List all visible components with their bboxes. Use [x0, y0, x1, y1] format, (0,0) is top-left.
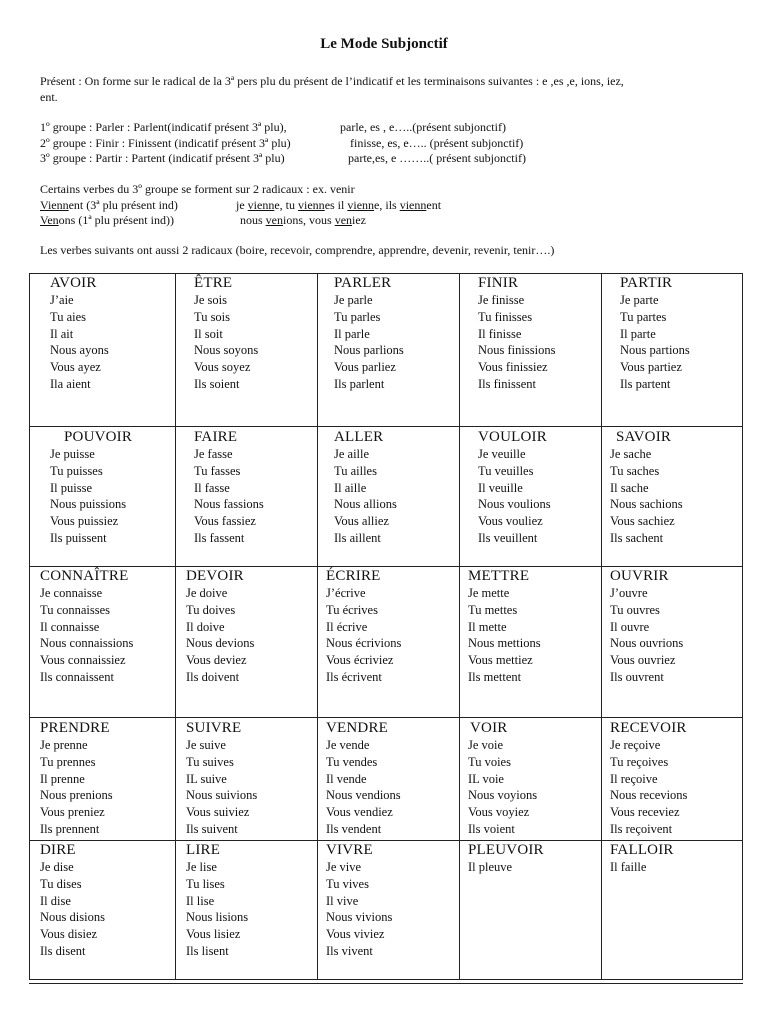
example-text: je	[236, 197, 248, 212]
viennent-label: ent (3ª plu présent ind)	[68, 197, 178, 212]
conjugated-form: Tu connaisses	[40, 602, 111, 617]
conjugated-form: J’aie	[50, 293, 74, 307]
verb-cell	[30, 720, 176, 838]
conjugated-form: Vous vendiez	[326, 805, 393, 820]
conjugated-form: Nous lisions	[186, 910, 249, 925]
conjugated-form: Vous mettiez	[468, 653, 533, 668]
conjugated-form: Tu reçoives	[610, 754, 669, 769]
example-text: iez	[352, 213, 367, 227]
conjugated-form: Il finisse	[478, 326, 522, 341]
conjugated-form: Ila aient	[50, 376, 91, 391]
conjugated-form: Vous alliez	[334, 514, 389, 529]
conjugated-form: Nous soyons	[194, 343, 259, 358]
conjugated-form: Ils veuillent	[478, 530, 538, 545]
conjugated-form: Ils disent	[40, 943, 86, 958]
conjugated-form: Je prenne	[40, 738, 88, 752]
conjugated-form: Il connaisse	[40, 619, 100, 634]
conjugated-form: Il reçoive	[610, 771, 658, 786]
conjugated-form: Nous recevions	[610, 788, 688, 803]
group-2-rule	[40, 136, 740, 152]
intro-groups	[40, 120, 740, 167]
conjugated-form: Je voie	[468, 738, 504, 752]
verb-heading: LIRE	[186, 842, 221, 858]
conjugated-form: Je vende	[326, 738, 370, 752]
conjugated-form: Ils vivent	[326, 943, 373, 958]
group-1-text: 1º groupe : Parler : Parlent(indicatif présent 3ª plu),	[40, 120, 287, 134]
verb-heading: VENDRE	[326, 720, 389, 736]
conjugated-form: Tu vives	[326, 876, 369, 891]
verb-heading: DIRE	[40, 842, 76, 858]
conjugation-list	[602, 859, 744, 876]
conjugated-form: Il écrive	[326, 619, 368, 634]
verb-cell	[30, 429, 176, 547]
radical-underline: Vienn	[40, 197, 69, 212]
conjugated-form: Je suive	[186, 738, 226, 752]
conjugated-form: Nous disions	[40, 910, 105, 925]
conjugated-form: Ils doivent	[186, 669, 240, 684]
verb-cell	[318, 568, 460, 686]
conjugated-form: Tu ailles	[334, 463, 377, 478]
verb-heading: FINIR	[478, 275, 519, 291]
conjugated-form: Je veuille	[478, 447, 526, 461]
conjugated-form: Vous écriviez	[326, 653, 394, 668]
conjugated-form: Tu partes	[620, 309, 667, 324]
intro-present	[40, 74, 740, 105]
conjugated-form: Tu puisses	[50, 463, 103, 478]
table-row-divider	[30, 566, 742, 567]
intro-two-radicals	[40, 182, 740, 229]
conjugated-form: Il aille	[334, 480, 367, 495]
conjugation-list	[460, 585, 602, 686]
conjugated-form: Tu voies	[468, 754, 511, 769]
conjugated-form: Vous vouliez	[478, 514, 543, 529]
conjugation-list	[460, 737, 602, 838]
conjugated-form: Vous disiez	[40, 927, 98, 942]
conjugated-form: Il mette	[468, 619, 507, 634]
conjugation-list	[176, 585, 318, 686]
conjugated-form: Ils suivent	[186, 821, 238, 836]
conjugation-table	[29, 273, 743, 980]
verb-cell	[460, 429, 602, 547]
table-row-divider	[30, 840, 742, 841]
group-1-example: parle, es , e…..(présent subjonctif)	[340, 120, 506, 134]
conjugated-form: Tu mettes	[468, 602, 518, 617]
conjugated-form: J’écrive	[326, 586, 366, 600]
conjugated-form: IL suive	[186, 771, 227, 786]
conjugated-form: Tu parles	[334, 309, 381, 324]
conjugated-form: Il vende	[326, 771, 367, 786]
conjugated-form: Je finisse	[478, 293, 525, 307]
conjugated-form: Je parte	[620, 293, 659, 307]
table-bottom-rule	[29, 983, 743, 984]
group-3-rule	[40, 151, 740, 167]
verb-cell	[176, 275, 318, 393]
two-radicals-text: Certains verbes du 3º groupe se forment sur 2 radicaux : ex. venir	[40, 182, 355, 196]
conjugation-list	[176, 292, 318, 393]
verb-heading: SAVOIR	[616, 429, 672, 445]
verb-cell	[176, 568, 318, 686]
radical-underline: ven	[265, 213, 283, 227]
conjugated-form: Vous parliez	[334, 360, 396, 375]
conjugation-list	[30, 859, 176, 960]
conjugation-list	[176, 859, 318, 960]
example-text: nous	[240, 213, 266, 227]
example-text: ent	[426, 197, 442, 212]
conjugated-form: Tu dises	[40, 876, 82, 891]
conjugated-form: Nous devions	[186, 636, 255, 651]
conjugated-form: Il lise	[186, 893, 215, 908]
conjugated-form: Vous voyiez	[468, 805, 530, 820]
verb-cell	[318, 720, 460, 838]
conjugated-form: Ils partent	[620, 376, 671, 391]
conjugation-list	[460, 292, 602, 393]
conjugation-list	[30, 585, 176, 686]
conjugation-list	[602, 585, 744, 686]
verb-heading: PARLER	[334, 275, 392, 291]
conjugated-form: Tu prennes	[40, 754, 96, 769]
conjugated-form: Ils puissent	[50, 530, 107, 545]
conjugated-form: Je connaisse	[40, 586, 103, 600]
verb-heading: OUVRIR	[610, 568, 669, 584]
conjugated-form: Il soit	[194, 326, 223, 341]
conjugated-form: Je parle	[334, 293, 373, 307]
conjugated-form: Vous finissiez	[478, 360, 548, 375]
conjugation-list	[318, 585, 460, 686]
conjugation-list	[318, 446, 460, 547]
conjugated-form: Vous ayez	[50, 360, 101, 375]
conjugated-form: Nous mettions	[468, 636, 541, 651]
conjugated-form: Je mette	[468, 586, 510, 600]
example-text: e, ils	[374, 197, 400, 212]
group-2-text: 2º groupe : Finir : Finissent (indicatif présent 3ª plu)	[40, 135, 291, 150]
verb-heading: FAIRE	[194, 429, 238, 445]
conjugated-form: Vous fassiez	[194, 514, 256, 529]
conjugated-form: Il doive	[186, 619, 225, 634]
conjugated-form: Je reçoive	[610, 738, 661, 752]
conjugation-list	[602, 737, 744, 838]
conjugated-form: Tu ouvres	[610, 602, 660, 617]
conjugated-form: Il ouvre	[610, 619, 650, 634]
conjugated-form: Il parte	[620, 326, 656, 341]
conjugated-form: Je vive	[326, 860, 362, 874]
verb-cell	[176, 842, 318, 960]
others-text: Les verbes suivants ont aussi 2 radicaux (boire, recevoir, comprendre, apprendre, devenir, revenir, tenir….)	[40, 243, 555, 257]
conjugated-form: Ils reçoivent	[610, 821, 673, 836]
conjugated-form: Je sache	[610, 447, 652, 461]
verb-cell	[176, 720, 318, 838]
conjugated-form: Tu vendes	[326, 754, 378, 769]
conjugated-form: Vous connaissiez	[40, 653, 126, 668]
conjugated-form: Il sache	[610, 480, 649, 495]
conjugated-form: Tu aies	[50, 309, 87, 324]
verb-heading: VOIR	[470, 720, 508, 736]
conjugation-list	[176, 737, 318, 838]
conjugation-list	[602, 292, 744, 393]
viennent-line	[40, 198, 740, 214]
conjugated-form: Ils finissent	[478, 376, 536, 391]
conjugated-form: Tu doives	[186, 602, 236, 617]
conjugated-form: Nous suivions	[186, 788, 258, 803]
conjugated-form: Nous prenions	[40, 788, 113, 803]
verb-cell	[602, 568, 744, 686]
verb-heading: POUVOIR	[64, 429, 133, 445]
conjugated-form: Vous sachiez	[610, 514, 675, 529]
verb-heading: AVOIR	[50, 275, 97, 291]
conjugation-list	[176, 446, 318, 547]
conjugated-form: Il vive	[326, 893, 359, 908]
conjugated-form: Ils connaissent	[40, 669, 114, 684]
radical-underline: vienn	[298, 197, 325, 212]
conjugated-form: Je fasse	[194, 447, 233, 461]
verb-heading: RECEVOIR	[610, 720, 687, 736]
conjugated-form: Nous voulions	[478, 497, 551, 512]
conjugated-form: Ils vendent	[326, 821, 382, 836]
group-3-example: parte,es, e ……..( présent subjonctif)	[348, 151, 526, 165]
conjugated-form: Nous partions	[620, 343, 690, 358]
conjugated-form: Ils fassent	[194, 530, 245, 545]
conjugated-form: Je lise	[186, 860, 217, 874]
radical-underline: vienn	[347, 197, 375, 212]
verb-cell	[318, 842, 460, 960]
verb-cell	[602, 429, 744, 547]
verb-heading: METTRE	[468, 568, 530, 584]
conjugated-form: Nous finissions	[478, 343, 556, 358]
conjugated-form: Ils prennent	[40, 821, 100, 836]
group-2-example: finisse, es, e….. (présent subjonctif)	[350, 135, 524, 150]
conjugation-list	[318, 859, 460, 960]
conjugated-form: Nous vendions	[326, 788, 401, 803]
verb-cell	[460, 720, 602, 838]
conjugated-form: Vous viviez	[326, 927, 385, 942]
conjugated-form: Vous puissiez	[50, 514, 119, 529]
conjugated-form: Nous parlions	[334, 343, 404, 358]
conjugated-form: Nous écrivions	[326, 636, 402, 651]
venons-label: ons (1ª plu présent ind))	[58, 213, 174, 227]
conjugated-form: Ils parlent	[334, 376, 385, 391]
conjugated-form: Vous soyez	[194, 360, 251, 375]
intro-present-line-2: ent.	[40, 89, 58, 104]
conjugated-form: Nous connaissions	[40, 636, 134, 651]
conjugated-form: Nous sachions	[610, 497, 683, 512]
conjugated-form: Ils sachent	[610, 530, 664, 545]
conjugated-form: Vous receviez	[610, 805, 680, 820]
venons-line	[40, 213, 740, 229]
conjugation-list	[602, 446, 744, 547]
conjugated-form: Il pleuve	[468, 860, 513, 874]
conjugated-form: Je doive	[186, 586, 228, 600]
conjugated-form: Je aille	[334, 447, 370, 461]
verb-heading: VOULOIR	[478, 429, 547, 445]
verb-heading: FALLOIR	[610, 842, 674, 858]
verb-cell	[602, 720, 744, 838]
conjugated-form: Je sois	[194, 293, 227, 307]
radical-underline: ven	[334, 213, 353, 227]
verb-cell	[460, 568, 602, 686]
verb-heading: ÉCRIRE	[326, 568, 381, 584]
conjugated-form: Nous fassions	[194, 497, 264, 512]
verb-heading: SUIVRE	[186, 720, 242, 736]
example-text: ions, vous	[283, 213, 335, 227]
conjugated-form: Ils mettent	[468, 669, 522, 684]
conjugated-form: Ils écrivent	[326, 669, 382, 684]
conjugated-form: Ils voient	[468, 821, 515, 836]
verb-cell	[460, 275, 602, 393]
conjugated-form: Nous voyions	[468, 788, 538, 803]
conjugation-list	[318, 737, 460, 838]
group-3-text: 3º groupe : Partir : Partent (indicatif présent 3ª plu)	[40, 151, 285, 165]
verb-cell	[602, 275, 744, 393]
conjugated-form: IL voie	[468, 771, 504, 786]
page-title: Le Mode Subjonctif	[320, 36, 448, 52]
conjugated-form: Tu fasses	[194, 463, 241, 478]
conjugated-form: Il parle	[334, 326, 370, 341]
conjugated-form: Tu écrives	[326, 602, 378, 617]
verb-cell	[460, 842, 602, 876]
conjugated-form: J’ouvre	[610, 586, 648, 600]
conjugated-form: Je dise	[40, 860, 74, 874]
table-row-divider	[30, 717, 742, 718]
intro-present-line-1: Présent : On forme sur le radical de la 3ª pers plu du présent de l’indicatif et les terminaisons suivantes : e ,es ,e, ions, iez,	[40, 74, 624, 88]
example-text: es il	[324, 197, 348, 212]
conjugation-list	[30, 292, 176, 393]
conjugated-form: Tu veuilles	[478, 463, 534, 478]
conjugated-form: Tu finisses	[478, 309, 533, 324]
verb-heading: PRENDRE	[40, 720, 110, 736]
conjugated-form: Nous puissions	[50, 497, 127, 512]
verb-heading: PLEUVOIR	[468, 842, 544, 858]
table-row-divider	[30, 426, 742, 427]
verb-cell	[30, 568, 176, 686]
conjugated-form: Il prenne	[40, 771, 85, 786]
conjugated-form: Vous suiviez	[186, 805, 250, 820]
verb-heading: DEVOIR	[186, 568, 244, 584]
conjugated-form: Tu saches	[610, 463, 660, 478]
conjugated-form: Ils soient	[194, 376, 240, 391]
conjugated-form: Nous ayons	[50, 343, 109, 358]
verb-cell	[318, 275, 460, 393]
radical-underline: Ven	[40, 213, 59, 227]
conjugated-form: Il dise	[40, 893, 71, 908]
conjugated-form: Vous partiez	[620, 360, 682, 375]
verb-cell	[176, 429, 318, 547]
verb-cell	[602, 842, 744, 876]
conjugation-list	[30, 737, 176, 838]
conjugated-form: Nous ouvrions	[610, 636, 684, 651]
conjugation-list	[460, 859, 602, 876]
conjugated-form: Vous deviez	[186, 653, 247, 668]
conjugated-form: Nous allions	[334, 497, 397, 512]
radical-underline: vienn	[247, 197, 275, 212]
conjugated-form: Nous vivions	[326, 910, 393, 925]
intro-others	[40, 243, 740, 259]
conjugated-form: Il puisse	[50, 480, 93, 495]
conjugated-form: Tu sois	[194, 309, 231, 324]
conjugated-form: Il faille	[610, 860, 647, 874]
group-1-rule	[40, 120, 740, 136]
conjugated-form: Ils lisent	[186, 943, 229, 958]
verb-cell	[318, 429, 460, 547]
conjugated-form: Je puisse	[50, 447, 95, 461]
conjugated-form: Vous lisiez	[186, 927, 241, 942]
conjugated-form: Il ait	[50, 326, 74, 341]
verb-heading: CONNAÎTRE	[40, 568, 129, 584]
verb-cell	[30, 842, 176, 960]
conjugation-list	[318, 292, 460, 393]
verb-cell	[30, 275, 176, 393]
verb-heading: ÊTRE	[194, 275, 233, 291]
conjugated-form: Tu lises	[186, 876, 225, 891]
conjugated-form: Vous ouvriez	[610, 653, 676, 668]
verb-heading: PARTIR	[620, 275, 673, 291]
conjugated-form: Vous preniez	[40, 805, 105, 820]
radical-underline: vienn	[399, 197, 427, 212]
conjugated-form: Il fasse	[194, 480, 230, 495]
conjugated-form: Tu suives	[186, 754, 234, 769]
conjugated-form: Il veuille	[478, 480, 523, 495]
verb-heading: ALLER	[334, 429, 384, 445]
conjugation-list	[460, 446, 602, 547]
conjugated-form: Ils aillent	[334, 530, 381, 545]
example-text: e, tu	[274, 197, 299, 212]
verb-heading: VIVRE	[326, 842, 373, 858]
conjugated-form: Ils ouvrent	[610, 669, 664, 684]
conjugation-list	[30, 446, 176, 547]
